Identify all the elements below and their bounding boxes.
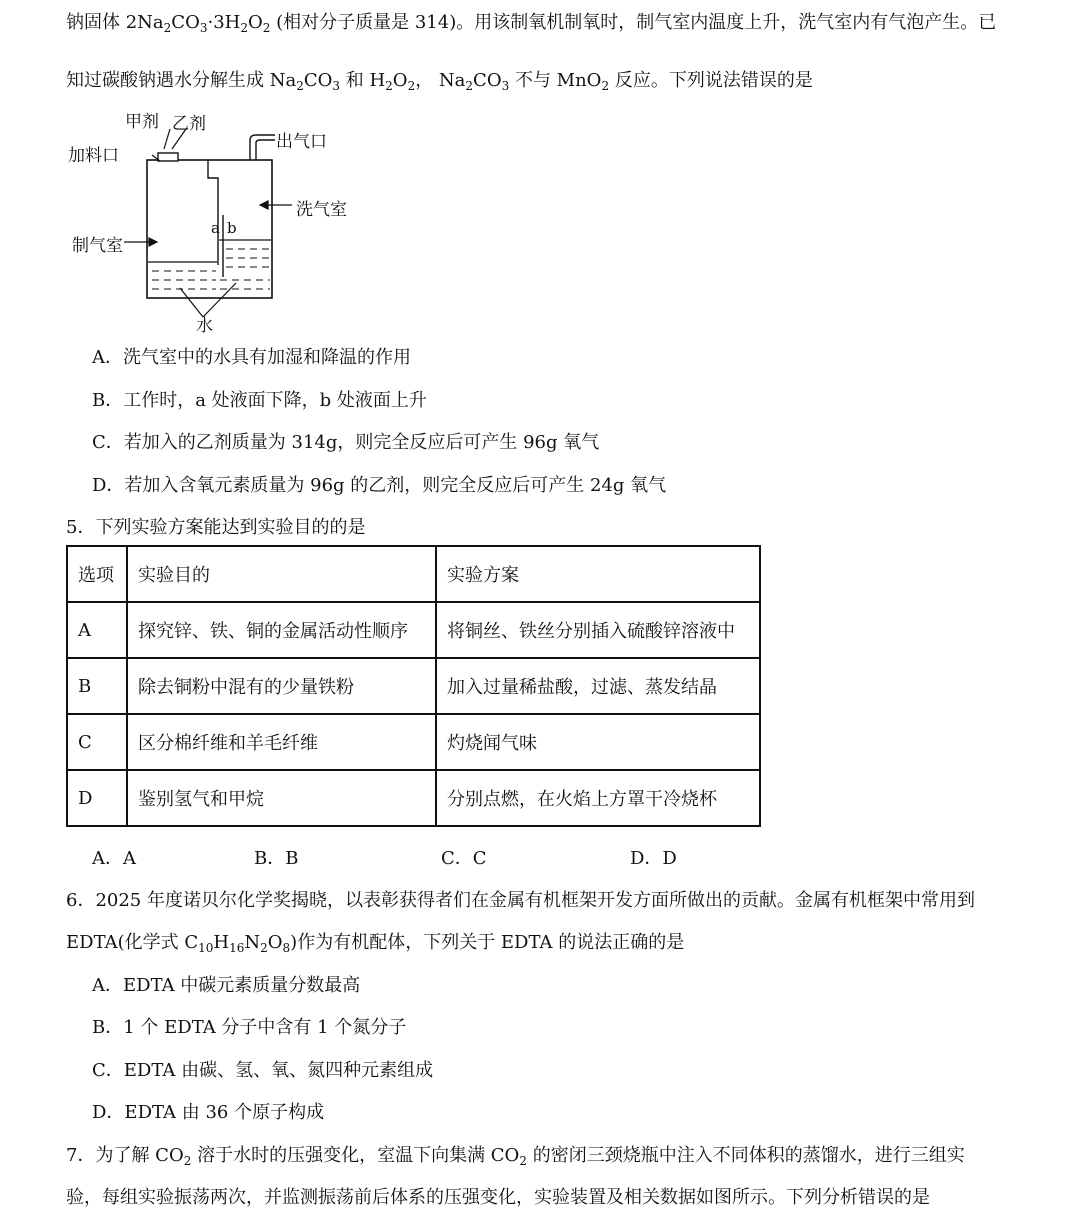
table-row: [67, 602, 760, 658]
q5-choice-a: A．A: [92, 848, 136, 869]
label-wash-chamber: 洗气室: [296, 200, 347, 220]
table-cell: B: [67, 658, 127, 714]
q6-option-b: B．1 个 EDTA 分子中含有 1 个氮分子: [92, 1017, 407, 1038]
table-cell: 鉴别氢气和甲烷: [127, 770, 436, 826]
q4-option-a: A．洗气室中的水具有加湿和降温的作用: [92, 347, 411, 368]
table-cell: 加入过量稀盐酸，过滤、蒸发结晶: [436, 658, 760, 714]
table-header-cell: 实验方案: [436, 546, 760, 602]
q5-choice-c: C．C: [441, 848, 487, 869]
table-header-row: [67, 546, 760, 602]
q4-option-b: B．工作时，a 处液面下降，b 处液面上升: [92, 390, 427, 411]
table-cell: 灼烧闻气味: [436, 714, 760, 770]
q5-choice-b: B．B: [254, 848, 299, 869]
q5-stem: 5．下列实验方案能达到实验目的的是: [66, 517, 366, 538]
table-cell: 区分棉纤维和羊毛纤维: [127, 714, 436, 770]
table-cell: 除去铜粉中混有的少量铁粉: [127, 658, 436, 714]
q6-option-a: A．EDTA 中碳元素质量分数最高: [92, 975, 361, 996]
intro-line-1: 钠固体 $2Na_2CO_3\cdot 3H_2O_2$ (相对分子质量是 314)。用该制氧机制氧时，制气室内温度上升，洗气室内有气泡产生。已: [66, 12, 997, 35]
label-a: a: [211, 219, 220, 237]
q4-option-c: C．若加入的乙剂质量为 314g，则完全反应后可产生 96g 氧气: [92, 432, 600, 453]
oxygen-generator-diagram: [60, 105, 360, 335]
q4-option-d: D．若加入含氧元素质量为 96g 的乙剂，则完全反应后可产生 24g 氧气: [92, 475, 667, 496]
label-yiji: 乙剂: [172, 114, 206, 134]
outlet-tube: [250, 135, 275, 160]
table-header-cell: 实验目的: [127, 546, 436, 602]
table-cell: 分别点燃，在火焰上方罩干冷烧杯: [436, 770, 760, 826]
label-outlet: 出气口: [276, 132, 327, 152]
table-cell: 将铜丝、铁丝分别插入硫酸锌溶液中: [436, 602, 760, 658]
apparatus-outer-box: [147, 160, 272, 298]
label-gen-chamber: 制气室: [72, 236, 123, 256]
q6-stem-line-2: EDTA(化学式 $C_{10}H_{16}N_2O_8$)作为有机配体，下列关于 EDTA 的说法正确的是: [66, 932, 685, 955]
table-header-cell: 选项: [67, 546, 127, 602]
q5-choice-d: D．D: [630, 848, 677, 869]
q6-option-d: D．EDTA 由 36 个原子构成: [92, 1102, 325, 1123]
table-row: [67, 658, 760, 714]
label-water: 水: [196, 316, 213, 336]
table-cell: D: [67, 770, 127, 826]
label-b: b: [227, 219, 237, 237]
table-cell: 探究锌、铁、铜的金属活动性顺序: [127, 602, 436, 658]
table-row: [67, 714, 760, 770]
inlet-cap: [158, 153, 178, 161]
label-inlet: 加料口: [68, 146, 119, 166]
table-cell: C: [67, 714, 127, 770]
q7-stem-line-2: 验，每组实验振荡两次，并监测振荡前后体系的压强变化，实验装置及相关数据如图所示。下列分析错误的是: [66, 1187, 930, 1208]
q5-table: [66, 545, 761, 827]
table-row: [67, 770, 760, 826]
q7-stem-line-1: 7．为了解 $CO_2$ 溶于水时的压强变化，室温下向集满 $CO_2$ 的密闭三颈烧瓶中注入不同体积的蒸馏水，进行三组实: [66, 1145, 965, 1168]
table-cell: A: [67, 602, 127, 658]
label-jiaji: 甲剂: [125, 112, 159, 132]
partition-wall: [208, 160, 218, 265]
intro-line-2: 知过碳酸钠遇水分解生成 $Na_2CO_3$ 和 $H_2O_2$， $Na_2CO_3$ 不与 MnO$_2$ 反应。下列说法错误的是: [66, 70, 813, 93]
q6-stem-line-1: 6．2025 年度诺贝尔化学奖揭晓，以表彰获得者们在金属有机框架开发方面所做出的贡献。金属有机框架中常用到: [66, 890, 975, 911]
q6-option-c: C．EDTA 由碳、氢、氧、氮四种元素组成: [92, 1060, 434, 1081]
